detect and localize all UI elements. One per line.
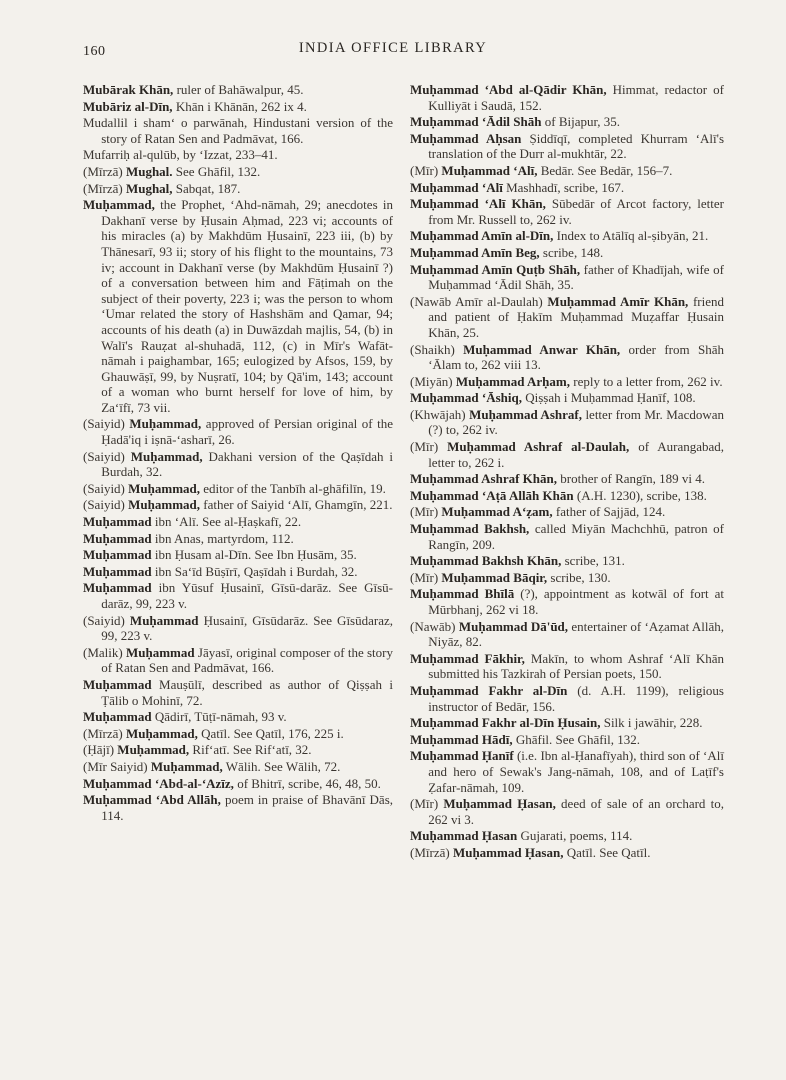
index-entry	[83, 677, 393, 708]
entry-text: Mauṣūlī, described as author of Qiṣṣah i Ṭālib o Mohinī, 72.	[101, 676, 393, 708]
entry-prefix: (Saiyid)	[83, 612, 125, 628]
index-entry	[410, 715, 724, 731]
index-entry	[410, 748, 724, 795]
entry-headword: Muḥammad Amīn al-Dīn,	[410, 228, 554, 244]
entry-text: of Bijapur, 35.	[544, 114, 621, 130]
entry-headword: Mubārak Khān,	[83, 82, 174, 97]
entry-text: of Aurangabad, letter to, 262 i.	[428, 439, 724, 470]
entry-headword: Muḥammad Amīn Quṭb Shāh,	[410, 261, 581, 277]
entry-prefix: (Nawāb)	[410, 618, 456, 634]
entry-headword: Muḥammad Ḥasan	[410, 828, 518, 844]
index-entry	[410, 114, 724, 130]
entry-headword: Muḥammad ‘Āshiq,	[410, 390, 522, 406]
entry-text: (i.e. Ibn al-Ḥanafīyah), third son of ‘Alī and hero of Sewak's Jang-nāmah, 108, and of Laṭīf's Ẓafar-nāmah, 109.	[428, 748, 724, 795]
index-entry	[410, 828, 724, 844]
entry-headword: Muḥammad	[83, 514, 152, 530]
index-entry	[410, 228, 724, 244]
entry-text: ibn Sa‘īd Būṣīrī, Qaṣīdah i Burdah, 32.	[154, 563, 358, 579]
entry-headword: Muḥammad,	[130, 448, 203, 464]
entry-prefix: (Mīr)	[410, 504, 439, 520]
index-entry	[83, 147, 393, 163]
index-entry	[83, 497, 393, 513]
entry-headword: Muḥammad Fakhr al-Dīn Ḥusain,	[410, 715, 601, 731]
entry-text: scribe, 131.	[564, 553, 625, 569]
entry-headword: Mughal,	[125, 180, 173, 196]
entry-text: deed of sale of an orchard to, 262 vi 3.	[428, 796, 724, 827]
entry-headword: Muḥammad Hādī,	[410, 731, 513, 747]
entry-text: ibn Yūsuf Ḥusainī, Gīsū-darāz. See Gīsū-darāz, 99, 223 v.	[101, 580, 393, 611]
index-entry	[410, 245, 724, 261]
entry-text: order from Shāh ‘Ālam to, 262 viii 13.	[428, 341, 724, 373]
entry-prefix: (Saiyid)	[83, 480, 125, 496]
index-entry	[83, 709, 393, 725]
entry-headword: Muḥammad Ashraf Khān,	[410, 471, 557, 487]
entry-text: Khān i Khānān, 262 ix 4.	[175, 98, 307, 114]
entry-headword: Muḥammad ‘Aṭā Allāh Khān	[410, 487, 574, 503]
entry-headword: Muḥammad ‘Abd Allāh,	[83, 792, 221, 808]
entry-prefix: (Saiyid)	[83, 448, 125, 464]
entry-headword: Muḥammad	[83, 709, 152, 725]
entry-prefix: (Ḥājī)	[83, 742, 115, 758]
entry-text: poem in praise of Bhavānī Dās, 114.	[101, 792, 394, 823]
entry-text: Ṣiddīqī, completed Khurram ‘Alī's translation of the Durr al-mukhtār, 22.	[428, 130, 725, 162]
entry-text: father of Sajjād, 124.	[555, 504, 666, 520]
entry-headword: Muḥammad Fākhir,	[410, 650, 525, 666]
entry-headword: Muḥammad	[83, 563, 152, 579]
index-entry	[410, 471, 724, 487]
index-entry	[410, 683, 724, 714]
entry-text: father of Khadījah, wife of Muḥammad ‘Ādil Shāh, 35.	[428, 261, 724, 293]
entry-headword: Muḥammad Dā'ūd,	[458, 618, 569, 634]
entry-text: (d. A.H. 1199), religious instructor of Bedār, 156.	[428, 682, 724, 714]
entry-text: the Prophet, ‘Ahd-nāmah, 29; anecdotes in Dakhanī verse by Ḥusain Aḥmad, 223 vi; accounts of his miracles (a) by Makhdūm Ḥusainī, 223 iii, (b) by Thānesarī, 93 ii; story of his flight to the mountains, 73 iv; account in Dakhanī verse (by Makhdūm Ḥusainī ?) of a conversation between him and Fāṭimah on the subject of their poverty, 223 i; was the person to whom ‘Umar related the story of Hashshām and Qamar, 94; accounts of his death (a) in Duwāzdah majlis, 54, (b) in Walī's Rauẓat al-shuhadā, 112, (c) in Mīr's Wafāt-nāmah i paighambar, 165; eulogized by Afsos, 159, by Ghauwāṣī, 99, by Nuṣratī, 104; by Qā'im, 143; account of a woman who burnt herself for love of him, by Za‘īfī, 73 vii.	[101, 197, 394, 415]
index-entry	[83, 531, 393, 547]
entry-text: brother of Rangīn, 189 vi 4.	[560, 471, 706, 487]
entry-text: (A.H. 1230), scribe, 138.	[576, 487, 707, 503]
index-entry	[410, 651, 724, 682]
index-entry	[410, 570, 724, 586]
entry-headword: Muḥammad	[83, 530, 152, 546]
index-entry	[410, 439, 724, 470]
entry-text: Index to Atālīq al-ṣibyān, 21.	[556, 228, 709, 244]
index-entry	[83, 759, 393, 775]
entry-headword: Muḥammad Bāqir,	[441, 569, 548, 585]
entry-text: Qiṣṣah i Muḥammad Ḥanīf, 108.	[525, 390, 696, 406]
entry-headword: Muḥammad	[126, 644, 195, 660]
entry-headword: Muḥammad Ḥanīf	[410, 748, 514, 764]
index-entry	[83, 792, 393, 823]
index-entry	[410, 390, 724, 406]
entry-text: Jāyasī, original composer of the story of Ratan Sen and Padmāvat, 166.	[101, 644, 393, 676]
entry-headword: Muḥammad ‘Abd al-Qādir Khān,	[410, 82, 607, 97]
entry-text: Ghāfil. See Ghāfil, 132.	[515, 731, 641, 747]
entry-prefix: (Saiyid)	[83, 416, 125, 432]
index-entry	[83, 449, 393, 480]
entry-headword: Muḥammad	[83, 580, 152, 596]
entry-text: called Miyān Machchhū, patron of Rangīn, 209.	[428, 521, 725, 552]
entry-prefix: (Nawāb Amīr al-Daulah)	[410, 293, 543, 309]
index-entry	[83, 613, 393, 644]
entry-text: Dakhani version of the Qaṣīdah i Burdah, 32.	[101, 448, 394, 480]
entry-text: Ḥusainī, Gīsūdarāz. See Gīsūdaraz, 99, 223 v.	[101, 612, 394, 644]
entry-text: Bedār. See Bedār, 156–7.	[540, 162, 673, 178]
index-entry	[410, 488, 724, 504]
index-entry	[410, 796, 724, 827]
entry-text: Qatīl. See Qatīl, 176, 225 i.	[201, 725, 344, 741]
index-entry	[83, 645, 393, 676]
entry-headword: Muḥammad Fakhr al-Dīn	[410, 682, 568, 698]
index-entry	[83, 82, 393, 98]
index-entry	[83, 564, 393, 580]
index-entry	[410, 262, 724, 293]
entry-headword: Muḥammad Amīn Beg,	[410, 244, 540, 260]
entry-text: (?), appointment as kotwāl of fort at Mūrbhanj, 262 vi 18.	[428, 586, 725, 617]
entry-prefix: (Mīr)	[410, 569, 439, 585]
entry-text: Silk i jawāhir, 228.	[603, 715, 703, 731]
left-column	[83, 82, 393, 824]
index-entry	[410, 407, 724, 438]
index-entry	[83, 181, 393, 197]
index-entry	[410, 619, 724, 650]
entry-text: Gujarati, poems, 114.	[520, 828, 633, 844]
entry-headword: Muḥammad ‘Ādil Shāh	[410, 114, 542, 130]
entry-text: Himmat, redactor of Kulliyāt i Saudā, 152.	[428, 82, 724, 113]
index-entry	[410, 180, 724, 196]
entry-prefix: (Shaikh)	[410, 341, 455, 357]
entry-text: letter from Mr. Macdowan (?) to, 262 iv.	[428, 406, 724, 438]
entry-headword: Muḥammad Bhīlā	[410, 586, 515, 602]
entry-prefix: (Mīr Saiyid)	[83, 758, 148, 774]
entry-text: friend and patient of Ḥakīm Muḥammad Muẓaffar Ḥusain Khān, 25.	[428, 293, 725, 340]
entry-headword: Muḥammad,	[117, 742, 190, 758]
index-entry	[410, 196, 724, 227]
entry-headword: Muḥammad Bakhsh Khān,	[410, 553, 562, 569]
index-entry	[83, 547, 393, 563]
entry-text: Rif‘atī. See Rif‘atī, 32.	[192, 742, 312, 758]
entry-headword: Muḥammad A‘ẓam,	[441, 504, 553, 520]
entry-prefix: (Malik)	[83, 644, 123, 660]
index-entry	[410, 845, 724, 861]
entry-text: Sabqat, 187.	[175, 180, 241, 196]
index-entry	[410, 131, 724, 162]
index-entry	[410, 374, 724, 390]
entry-prefix: (Mīrzā)	[410, 844, 450, 860]
index-entry	[410, 586, 724, 617]
entry-text: ruler of Bahāwalpur, 45.	[176, 82, 304, 97]
index-entry	[83, 514, 393, 530]
entry-headword: Muḥammad,	[128, 497, 201, 513]
entry-headword: Muḥammad,	[83, 197, 155, 213]
entry-headword: Muḥammad ‘Alī	[410, 179, 503, 195]
entry-text: Sūbedār of Arcot factory, letter from Mr. Russell to, 262 iv.	[428, 196, 725, 227]
entry-text: editor of the Tanbīh al-ghāfilīn, 19.	[203, 480, 386, 496]
entry-text: ibn ‘Alī. See al-Ḥaṣkafī, 22.	[154, 514, 302, 530]
entry-headword: Muḥammad,	[125, 725, 198, 741]
entry-headword: Mughal.	[125, 163, 173, 179]
index-entry	[83, 742, 393, 758]
entry-text: Mufarriḥ al-qulūb, by ‘Izzat, 233–41.	[83, 147, 278, 163]
entry-text: scribe, 148.	[542, 244, 604, 260]
index-entry	[410, 163, 724, 179]
entry-headword: Muḥammad Ashraf al-Daulah,	[447, 439, 630, 455]
entry-headword: Muḥammad Bakhsh,	[410, 521, 530, 537]
index-entry	[410, 294, 724, 341]
entry-text: father of Saiyid ‘Alī, Ghamgīn, 221.	[203, 497, 393, 513]
index-entry	[83, 580, 393, 611]
index-entry	[83, 99, 393, 115]
index-entry	[410, 521, 724, 552]
entry-headword: Muḥammad Arḥam,	[455, 373, 570, 389]
entry-headword: Muḥammad	[83, 547, 152, 563]
entry-headword: Muḥammad Amīr Khān,	[547, 293, 689, 309]
index-entry	[410, 504, 724, 520]
entry-text: Mashhadī, scribe, 167.	[506, 179, 625, 195]
right-column	[410, 82, 724, 862]
entry-headword: Mubāriz al-Dīn,	[83, 98, 173, 114]
index-entry	[83, 197, 393, 415]
index-entry	[83, 115, 393, 146]
entry-headword: Muḥammad,	[150, 758, 223, 774]
entry-headword: Muḥammad Ashraf,	[469, 406, 582, 422]
index-entry	[410, 553, 724, 569]
entry-text: approved of Persian original of the Ḥadā'iq i iṣnā-‘asharī, 26.	[101, 416, 393, 448]
entry-text: See Ghāfil, 132.	[175, 163, 261, 179]
entry-text: scribe, 130.	[550, 569, 611, 585]
entry-prefix: (Mīr)	[410, 162, 439, 178]
entry-prefix: (Mīrzā)	[83, 725, 123, 741]
index-entry	[83, 726, 393, 742]
entry-headword: Muḥammad	[83, 676, 152, 692]
index-entry	[83, 416, 393, 447]
entry-text: Makīn, to whom Ashraf ‘Alī Khān submitted his Tazkirah of Persian poets, 150.	[428, 650, 725, 682]
entry-headword: Muḥammad ‘Alī Khān,	[410, 196, 546, 212]
entry-text: Qādirī, Tūṭī-nāmah, 93 v.	[154, 709, 287, 725]
index-entry	[410, 342, 724, 373]
entry-text: reply to a letter from, 262 iv.	[573, 373, 723, 389]
entry-prefix: (Mīrzā)	[83, 163, 123, 179]
entry-text: Mudallil i sham‘ o parwānah, Hindustani version of the story of Ratan Sen and Padmāvat, 166.	[83, 115, 393, 146]
index-entry	[83, 776, 393, 792]
entry-text: Wālih. See Wālih, 72.	[225, 758, 341, 774]
entry-headword: Muḥammad Ḥasan,	[452, 844, 564, 860]
index-entry	[83, 164, 393, 180]
entry-headword: Muḥammad Anwar Khān,	[463, 341, 621, 357]
entry-prefix: (Miyān)	[410, 373, 453, 389]
entry-headword: Muḥammad,	[128, 480, 201, 496]
index-entry	[83, 481, 393, 497]
entry-headword: Muḥammad,	[129, 416, 202, 432]
entry-prefix: (Khwājah)	[410, 406, 466, 422]
page-number: 160	[83, 44, 106, 59]
entry-headword: Muḥammad ‘Alī,	[441, 162, 538, 178]
entry-prefix: (Saiyid)	[83, 497, 125, 513]
entry-headword: Muḥammad Aḥsan	[410, 130, 522, 146]
index-entry	[410, 82, 724, 113]
entry-headword: Muḥammad ‘Abd-al-‘Azīz,	[83, 775, 234, 791]
entry-prefix: (Mīrzā)	[83, 180, 123, 196]
entry-text: of Bhitrī, scribe, 46, 48, 50.	[237, 775, 381, 791]
entry-text: entertainer of ‘Aẓamat Allāh, Niyāz, 82.	[428, 618, 725, 650]
entry-text: Qatīl. See Qatīl.	[566, 844, 651, 860]
entry-headword: Muḥammad Ḥasan,	[443, 796, 556, 812]
entry-prefix: (Mīr)	[410, 796, 439, 812]
entry-text: ibn Ḥusam al-Dīn. See Ibn Ḥusām, 35.	[154, 547, 357, 563]
index-entry	[410, 732, 724, 748]
running-head: INDIA OFFICE LIBRARY	[298, 40, 488, 56]
entry-text: ibn Anas, martyrdom, 112.	[154, 530, 294, 546]
entry-headword: Muḥammad	[129, 612, 199, 628]
entry-prefix: (Mīr)	[410, 439, 439, 455]
